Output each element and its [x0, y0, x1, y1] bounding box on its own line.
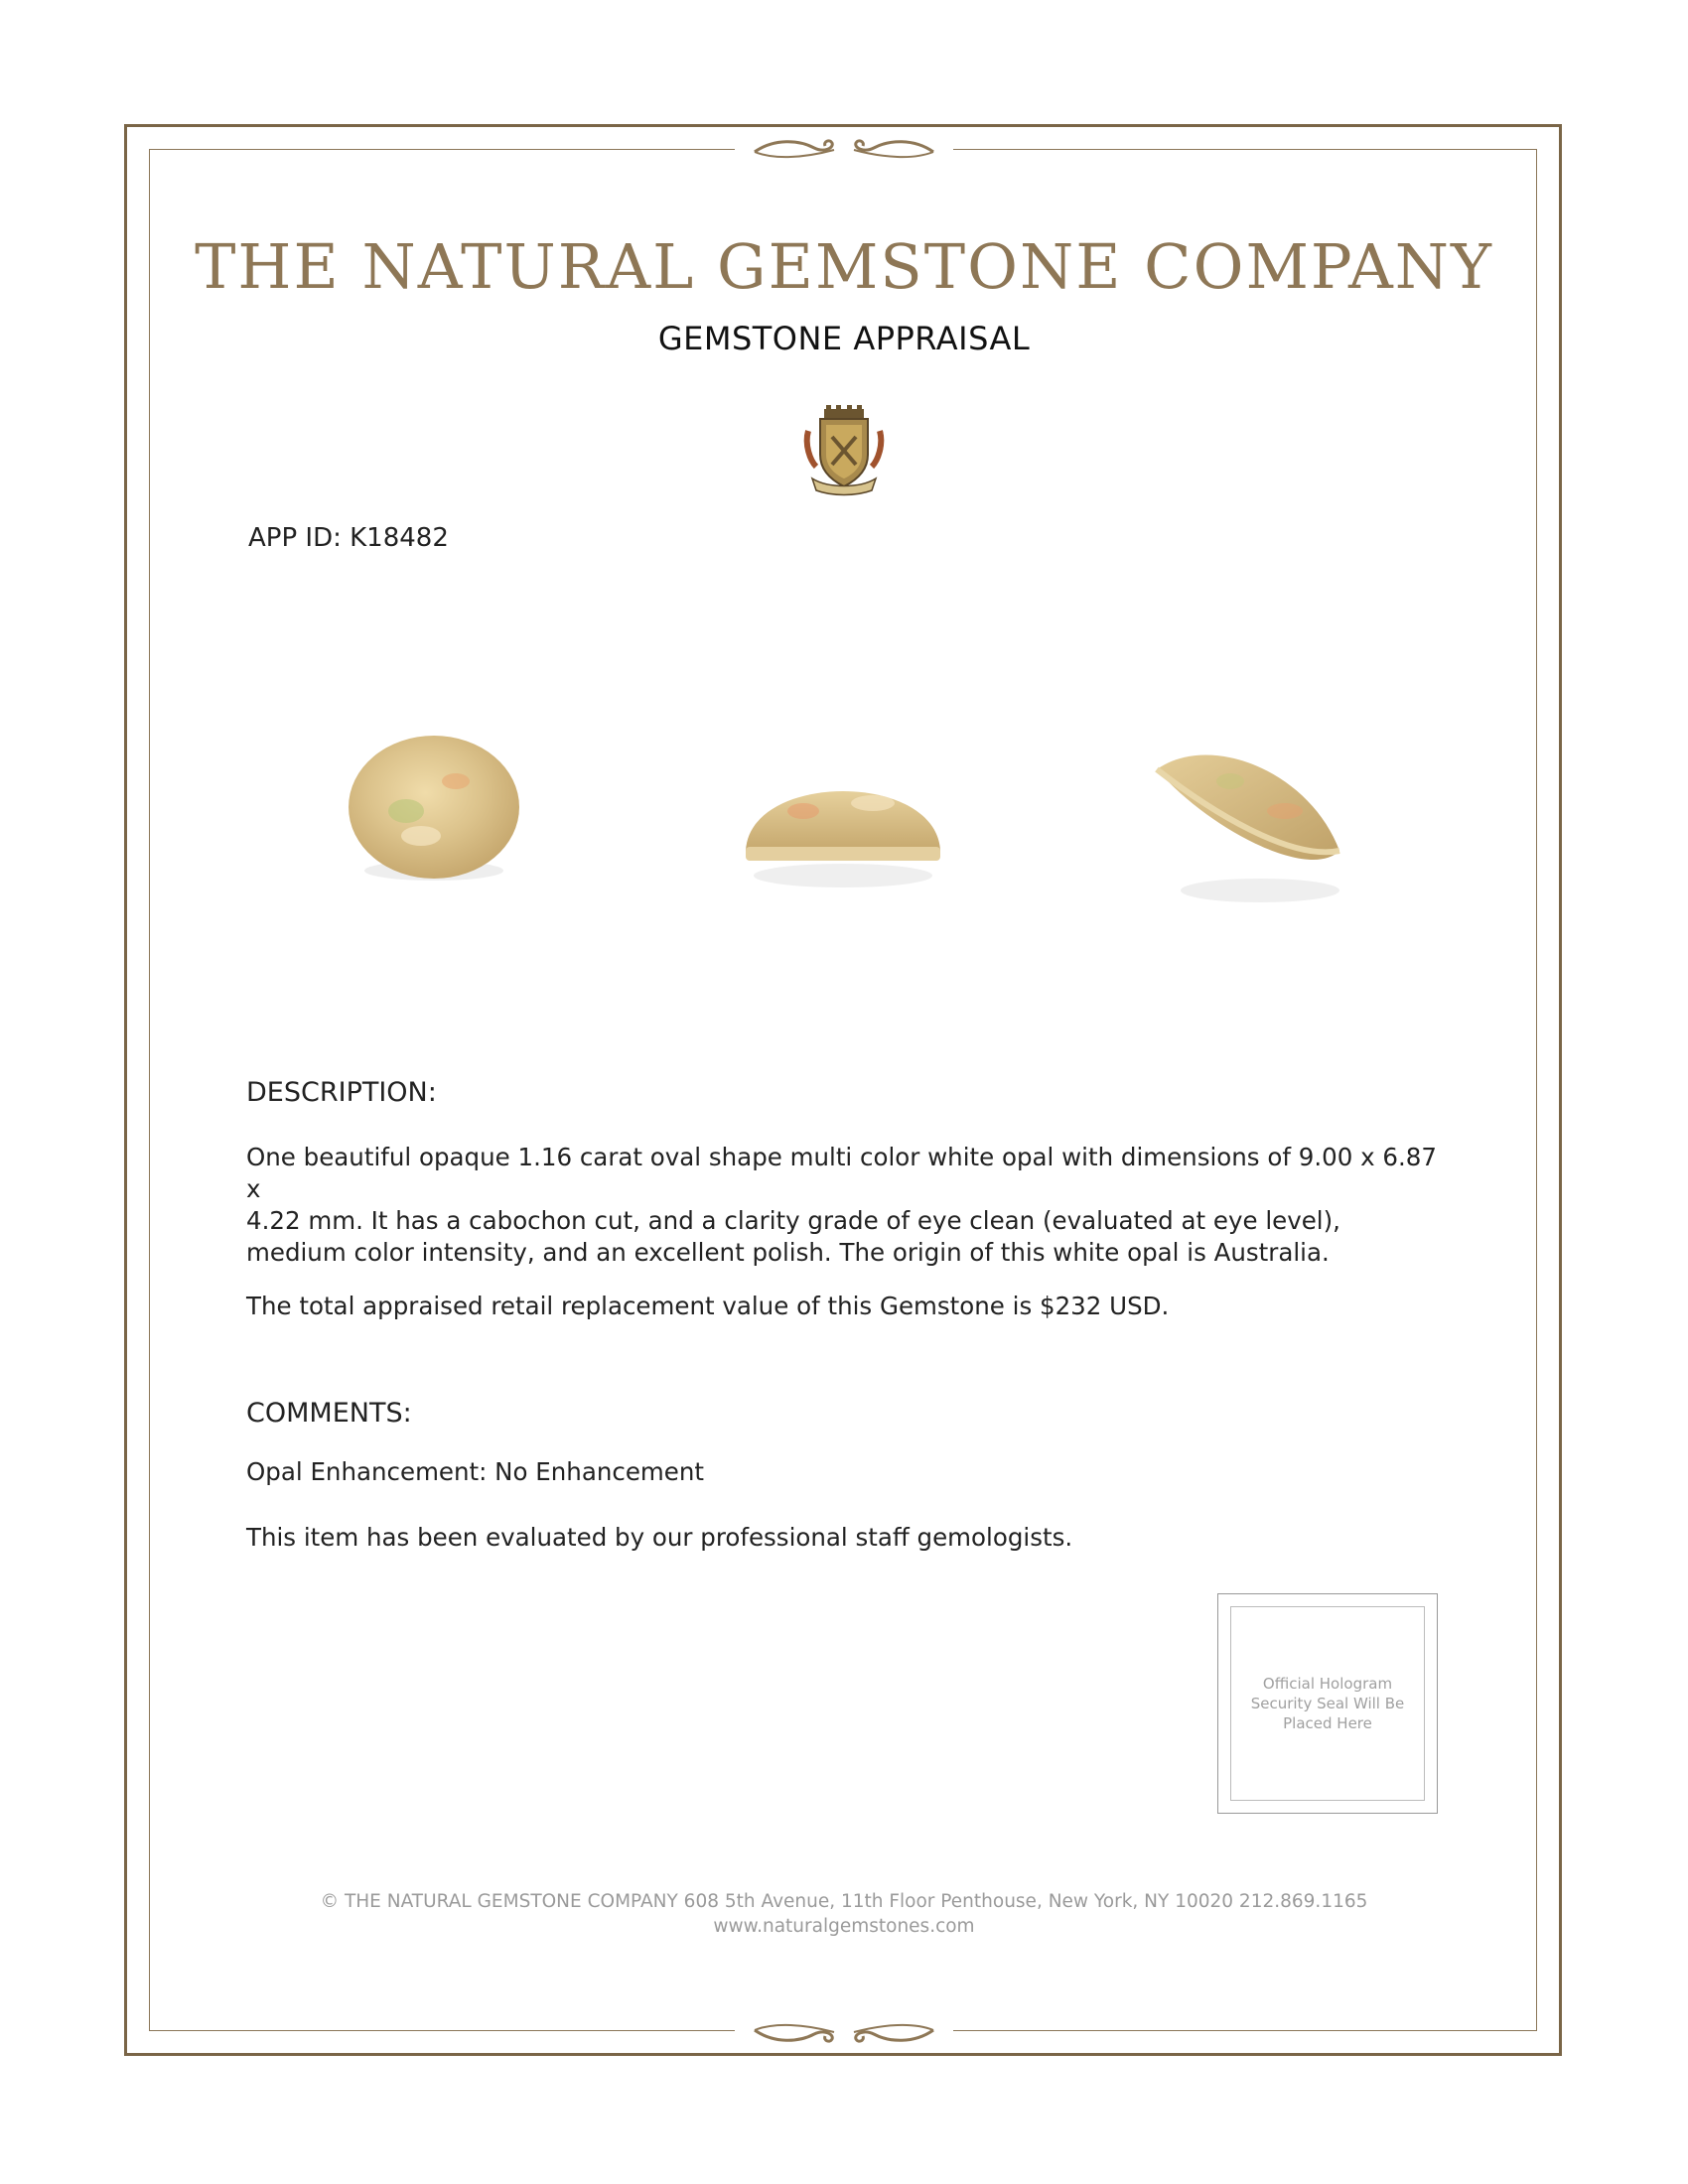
company-crest-icon: [802, 405, 886, 496]
bottom-ornament-icon: [745, 2018, 943, 2048]
description-text: [246, 1142, 1448, 1269]
app-id-value: K18482: [350, 523, 449, 553]
gem-photo-side-view: [654, 622, 1028, 996]
top-ornament-icon: [745, 134, 943, 164]
enhancement-comment: Opal Enhancement: No Enhancement: [246, 1457, 704, 1486]
comments-heading: COMMENTS:: [246, 1398, 412, 1429]
description-line: medium color intensity, and an excellent polish. The origin of this white opal is Australia.: [246, 1238, 1330, 1267]
evaluation-comment: This item has been evaluated by our professional staff gemologists.: [246, 1523, 1073, 1552]
footer-address: © THE NATURAL GEMSTONE COMPANY 608 5th Avenue, 11th Floor Penthouse, New York, NY 10020 212.869.1165: [320, 1891, 1368, 1912]
hologram-placeholder-text: Official Hologram Security Seal Will Be Placed Here: [1250, 1675, 1405, 1732]
app-id-row: [248, 523, 449, 553]
appraised-value-statement: The total appraised retail replacement value of this Gemstone is $232 USD.: [246, 1292, 1170, 1320]
description-line: One beautiful opaque 1.16 carat oval shape multi color white opal with dimensions of 9.00 x 6.87 x: [246, 1143, 1437, 1203]
description-line: 4.22 mm. It has a cabochon cut, and a clarity grade of eye clean (evaluated at eye level),: [246, 1206, 1340, 1235]
footer-website-link[interactable]: www.naturalgemstones.com: [713, 1916, 975, 1937]
description-heading: DESCRIPTION:: [246, 1077, 437, 1108]
document-title: GEMSTONE APPRAISAL: [657, 320, 1031, 357]
company-title: THE NATURAL GEMSTONE COMPANY: [195, 230, 1493, 303]
app-id-label: APP ID:: [248, 523, 342, 553]
hologram-seal-box: [1217, 1593, 1438, 1814]
gem-photo-angled-view: [1061, 622, 1435, 996]
gem-photo-top-view: [247, 622, 621, 996]
